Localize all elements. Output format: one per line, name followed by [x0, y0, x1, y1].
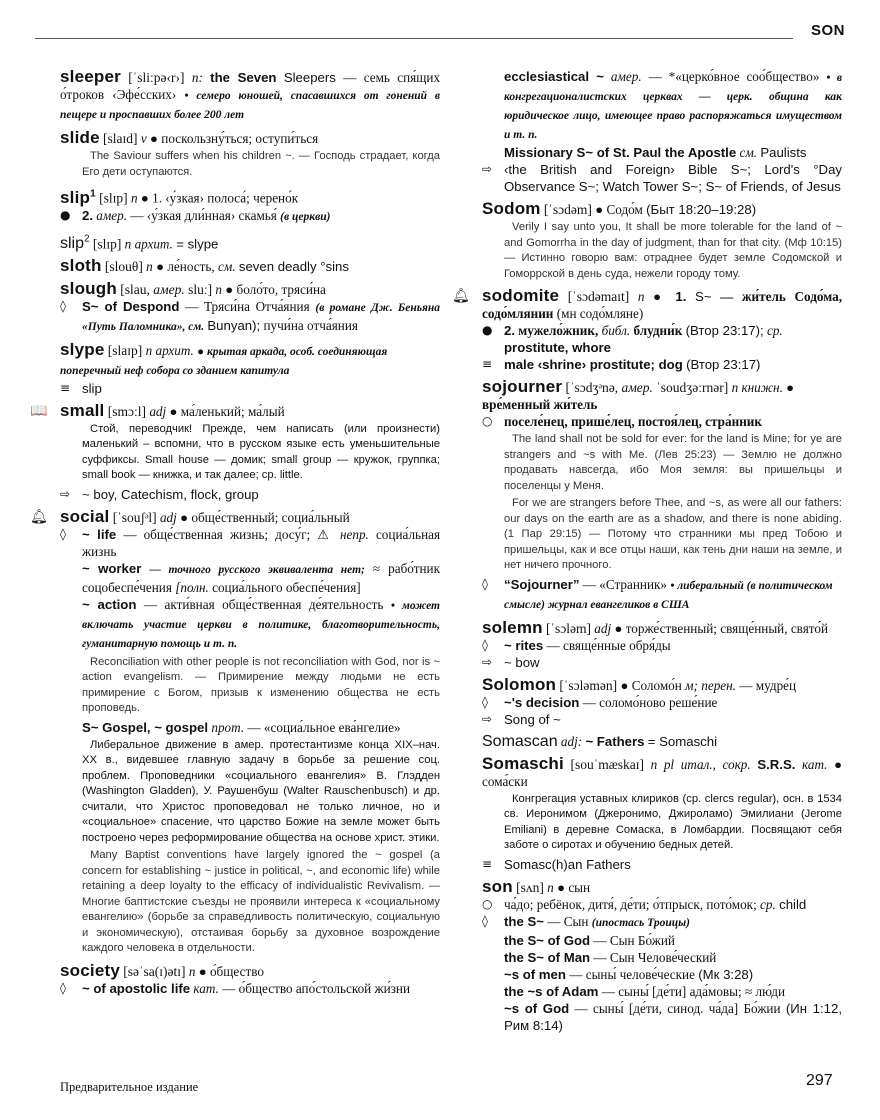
translation: ● поскользну́ться; оступи́ться	[150, 131, 319, 146]
example: Verily I say unto you, It shall be more tolerable for the land of ~ and Gomorrha in the day of judgment, than for that city. (Мф 10:15) — Истинно говорю вам: отраднее будет земле Содомской и Гоморрской в день суда, нежели городу тому.	[504, 221, 842, 280]
example: Many Baptist conventions have largely ignored the ~ gospel (a concern for establishing ~ justice in political, ~, and economic life) while retaining a deep loyalty to the efficacy of individualistic Revivalism. — Многие баптистские съезды не проявили интереса к «социальному евангелию» (борьбе за справедливость политическую, социальную и экономическую), отстаивая борьбу за духовное возрождение каждого человека в отдельности.	[82, 849, 440, 955]
translation: — семь спя́щих о́троков ‹Эфе́сских›	[60, 70, 441, 102]
pronunciation: [ˈsɔdəm]	[543, 202, 592, 217]
pronunciation: [slaɪd]	[103, 131, 138, 146]
note: ● крытая аркада, особ. соединяющая поперечный неф собора со зданием капитула	[60, 345, 388, 377]
grammar-label: n	[130, 190, 138, 206]
headword: social	[60, 506, 110, 526]
idiom-gospel: S~ Gospel, ~ gospel прот. — «социа́льное ева́нгелие»	[82, 719, 401, 735]
headword: sleeper	[60, 67, 121, 86]
cross-ref[interactable]: Paulists	[760, 145, 807, 160]
headword: sloth	[60, 255, 102, 275]
cross-ref[interactable]: child	[779, 896, 807, 912]
synonym-icon: ≡	[60, 380, 71, 395]
translation: ● Соломо́н	[620, 677, 682, 693]
entry-society-continued	[482, 68, 842, 195]
pronunciation: [ˈsɔləm]	[546, 620, 591, 636]
entry-sleeper	[60, 68, 440, 124]
see-also: ⇨ ‹the British and Foreign› Bible S~; Lord's °Day Observance S~; Watch Tower S~; S~ of Friends, of Jesus	[482, 162, 842, 194]
idiom: the S~ of God — Сын Бо́жий	[504, 932, 675, 948]
cross-ref[interactable]: = Somaschi	[647, 733, 718, 749]
synonym-icon: ≡	[482, 856, 493, 871]
entry-somaschi: Somaschi [souˈmæskaɪ] n pl итал., сокр. S.R.S. кат. ● сома́ски Конгрегация уставных клириков (ср. clercs regular), осн. в 1534 св. Иеронимом (Джеронимо, Джироламо) Эмилиани (Jerome Emiliani) в деревне Сомаска, в Ломбардии. Посвящают себя заботе о сиротах и обучению бедных детей. ≡ Somasc(h)an Fathers	[482, 753, 843, 872]
pronunciation: [ˈsouʃᵊl]	[112, 509, 157, 525]
diamond-icon: ◊	[60, 980, 66, 995]
idiom: ◊ ~ rites — свяще́нные обря́ды	[482, 637, 671, 653]
headword: sodomite	[482, 286, 560, 305]
pronunciation: [slouθ]	[104, 258, 143, 274]
pronunciation: [ˈsliːpə‹r›]	[128, 70, 185, 85]
headword: slide	[60, 128, 100, 147]
idiom: ~s of men — сыны́ челове́ческие (Мк 3:28)	[504, 966, 754, 982]
idiom: ◊ “Sojourner” — «Странник» • либеральный (в политическом смысле) журнал евангеликов в США	[482, 576, 833, 611]
entry-slough: slough [slau, амер. sluː] n ● боло́то, тряси́на ◊ S~ of Despond — Тряси́на Отча́яния (в романе Дж. Беньяна «Путь Паломника», см. Bunyan); пучи́на отча́яния	[60, 280, 440, 336]
idiom: the S~ of Man — Сын Челове́ческий	[504, 949, 717, 965]
entry-slip-1	[60, 185, 440, 226]
entry-son: son [sʌn] n ● сын ○ ча́до; ребёнок, дитя́, де́ти; о́тпрыск, пото́мок; ср. child ◊ the S~ — Сын (ипостась Троицы) the S~ of God — Сын Бо́жий the S~ of Man — Сын Челове́ческий ~s of men — сыны́ челове́ческие (Мк 3:28) the ~s of Adam — сыны́ [де́ти] ада́мовы; ≈ лю́ди ~s of God — сыны́ [де́ти, синод. ча́да] Бо́жии (Ин 1:12, Рим 8:14)	[482, 876, 842, 1033]
headword: slough	[60, 278, 117, 298]
headword: small	[60, 400, 105, 420]
headword: son	[482, 876, 513, 896]
translation: ● торже́ственный; свяще́нный, свято́й	[614, 620, 829, 636]
translation: ● обще́ственный; социа́льный	[180, 509, 350, 525]
bible-ref: (Быт 18:20–19:28)	[646, 202, 757, 217]
arrow-right-icon: ⇨	[482, 711, 493, 726]
pronunciation: [sʌn]	[516, 879, 544, 895]
phrase: the Seven	[210, 70, 277, 85]
bullet-icon: ●	[60, 207, 71, 222]
entry-slip-2	[60, 231, 440, 252]
translation: ● сома́ски	[482, 756, 843, 789]
pronunciation: [slau, амер. sluː]	[120, 281, 213, 297]
right-column	[452, 68, 843, 1039]
diamond-icon: ◊	[482, 576, 488, 591]
synonym: ≡ Somasc(h)an Fathers	[482, 856, 631, 872]
grammar-label: n архит.	[124, 235, 173, 251]
idiom: ◊ S~ of Despond — Тряси́на Отча́яния (в романе Дж. Беньяна «Путь Паломника», см. Bunyan); пучи́на отча́яния	[60, 298, 441, 333]
sense-2: ● 2. мужело́жник, библ. блудни́к (Втор 23:17); ср. prostitute, whore	[482, 323, 783, 355]
diamond-icon: ◊	[482, 694, 488, 709]
entry-solomon: Solomon [ˈsɔləmən] ● Соломо́н м; перен. — мудре́ц ◊ ~'s decision — соломо́ново реше́ние ⇨ Song of ~	[482, 676, 842, 728]
headword: slip$^2$	[60, 233, 90, 252]
entry-sojourner: sojourner [ˈsɔdʒᵊnə, амер. ˈsoudʒəːrnər] n книжн. ● вре́менный жи́тель ○ поселе́нец, прише́лец, постоя́лец, стра́нник The land shall not be sold for ever: for the land is Mine; for ye are strangers and ~s with Me. (Лев 25:23) — Землю не должно продавать навсегда, ибо Моя земля: вы пришельцы и поселенцы у Меня. For we are strangers before Thee, and ~s, as were all our fathers: our days on the earth are as a shadow, and there is none abiding. (1 Пар 29:15) — Потому что странники мы пред Тобою и пришельцы, как и все отцы наши, как тень дни наши на земле, и нет ничего прочного. ◊ “Sojourner” — «Странник» • либеральный (в политическом смысле) журнал евангеликов в США	[482, 378, 842, 614]
cross-ref[interactable]: seven deadly °sins	[238, 258, 349, 274]
translation: ● о́бщество	[198, 963, 264, 979]
see-also: ⇨ ~ bow	[482, 654, 540, 670]
warning-icon: ⚠	[317, 526, 333, 542]
idiom: ~s of God — сыны́ [де́ти, синод. ча́да] Бо́жии (Ин 1:12, Рим 8:14)	[504, 1000, 842, 1033]
example: The Saviour suffers when his children ~. — Господь страдает, когда Его дети оступаются.	[82, 150, 440, 178]
entry-sodomite: 🔔︎ sodomite [ˈsɔdəmaɪt] n ● 1. S~ — жи́тель Содо́ма, содо́млянин (мн содо́мляне) ● 2. мужело́жник, библ. блудни́к (Втор 23:17); ср. prostitute, whore ≡ male ‹shrine› prostitute; dog (Втор 23:17)	[452, 286, 842, 372]
translation: ● ма́ленький; ма́лый	[169, 403, 285, 419]
synonym: ≡ slip	[60, 380, 102, 396]
translation: ● ле́ность,	[156, 258, 215, 274]
see-also: ⇨ Song of ~	[482, 711, 561, 727]
cross-ref[interactable]: = slype	[176, 235, 219, 251]
headword: Sodom	[482, 199, 541, 218]
cross-ref[interactable]: prostitute, whore	[504, 340, 611, 355]
pronunciation: [ˈsɔləmən]	[559, 677, 618, 693]
circle-icon: ○	[482, 414, 493, 428]
diamond-icon: ◊	[482, 913, 488, 928]
grammar-label: n	[146, 258, 153, 274]
idiom-ecclesiastical: ecclesiastical ~ амер. — *«церко́вное соо́бщество» • в конгрегационалистских церквах — церк. община как юридическое лицо, имеющее право распоряжаться имуществом и т. п.	[504, 69, 842, 141]
translation: ● Содо́м	[595, 202, 643, 217]
encyclopedic-note: Либеральное движение в амер. протестантизме конца XIX–нач. XX в., видевшее главную задачу в борьбе за решение соц. проблем. Проповедники «социального евангелия» В. Глэдден (Washington Gladden), У. Раушенбуш (Walter Rauschenbusch) и др. считали, что Христос проповедовал не только личное, но и «социальное» спасение, что царство Божие на земле может быть построено через реформирование общества на основе христ. этики.	[82, 738, 440, 844]
see-also: ⇨ ~ boy, Catechism, flock, group	[60, 486, 259, 502]
edition-note: Предварительное издание	[60, 1080, 199, 1094]
pronunciation: [slɪp]	[92, 235, 122, 251]
idiom-missionary: Missionary S~ of St. Paul the Apostle см. Paulists	[504, 145, 807, 160]
bullet-icon: ●	[482, 323, 493, 337]
headword: solemn	[482, 617, 543, 637]
headword: Solomon	[482, 674, 557, 694]
left-column	[30, 67, 441, 1002]
cross-ref[interactable]: Bunyan);	[207, 317, 261, 333]
page-number: 297	[806, 1072, 833, 1089]
synonym: ≡ male ‹shrine› prostitute; dog (Втор 23:17)	[482, 357, 761, 372]
circle-icon: ○	[482, 896, 493, 911]
headword: Somaschi	[482, 753, 564, 773]
idiom-life: ◊ ~ life — обще́ственная жизнь; досу́г; ⚠ непр. социа́льная жизнь	[60, 526, 441, 559]
pronunciation: [smɔːl]	[107, 403, 147, 419]
example: The land shall not be sold for ever: for the land is Mine; for ye are strangers and ~s with Me. (Лев 25:23) — Землю не должно продавать навсегда, ибо Моя земля: вы пришельцы и поселенцы у Меня.	[504, 433, 842, 492]
running-head-word: SON	[810, 22, 845, 39]
idiom-worker: ~ worker — точного русского эквивалента нет; ≈ рабо́тник соцобеспе́чения [полн. социа́льного обеспе́чения]	[82, 560, 441, 595]
synonym-icon: ≡	[482, 357, 493, 371]
entry-somascan: Somascan adj: ~ Fathers = Somaschi	[482, 732, 718, 750]
encyclopedic-note: Конгрегация уставных клириков (ср. clercs regular), осн. в 1534 св. Иеронимом (Джеронимо, Джироламо) Эмилиани (Jerome Emiliani) в деревне Сомаска, в Ломбардии. Посвящают себя заботе о сиротах и обучению бедных детей.	[504, 792, 842, 851]
pronunciation: [ˈsɔdʒᵊnə, амер. ˈsoudʒəːrnər]	[565, 380, 729, 395]
headword: society	[60, 960, 120, 980]
arrow-right-icon: ⇨	[482, 162, 493, 176]
entry-slide	[60, 129, 440, 180]
pronunciation: [souˈmæskaɪ]	[570, 756, 645, 772]
sense-2: ● 2. амер. — ‹у́зкая дли́нная› скамья́ (в церкви)	[60, 207, 331, 223]
grammar-label: n:	[191, 70, 203, 85]
entry-sodom	[482, 200, 842, 282]
example: For we are strangers before Thee, and ~s, as were all our fathers: our days on the earth are as a shadow, and there is none abiding. (1 Пар 29:15) — Потому что странники мы пред Тобою и пришельцы, как и все отцы наши, как тень дни наши на земле, и нет ничего прочного.	[504, 497, 842, 571]
diamond-icon: ◊	[60, 526, 66, 541]
pronunciation: [ˈsɔdəmaɪt]	[567, 289, 630, 304]
entry-social: 🔔︎ social [ˈsouʃᵊl] adj ● обще́ственный; социа́льный ◊ ~ life — обще́ственная жизнь; досу́г; ⚠ непр. социа́льная жизнь ~ worker — точного русского эквивалента нет; ≈ рабо́тник соцобеспе́чения [полн. социа́льного обеспе́чения] ~ action — акти́вная обще́ственная де́ятельность • может включать участие церкви в политике, благотворительность, гуманитарную помощь и т. п. Reconciliation with other people is not reconciliation with God, nor is ~ action evangelism. — Примирение между людьми не есть примирение с Богом, призыв к изменению общества не есть проповедь. S~ Gospel, ~ gospel прот. — «социа́льное ева́нгелие» Либеральное движение в амер. протестантизме конца XIX–нач. XX в., видевшее главную задачу в борьбе за решение соц. проблем. Проповедники «социального евангелия» В. Глэдден (Washington Gladden), У. Раушенбуш (Walter Rauschenbusch) и др. считали, что Христос проповедовал не только личное, но и «социальное» спасение, что царство Божие на земле может быть построено через реформирование общества на основе христ. этики. Many Baptist conventions have largely ignored the ~ gospel (a concern for establishing ~ justice in political, ~, and economic life) while retaining a deep loyalty to the efficacy of individualistic Revivalism. — Многие баптистские съезды не проявили интереса к «социальному евангелию» (борьбе за справедливость политическую, социальную и экономическую), отстаивая борьбу за духовное возрождение каждого человека в отдельности.	[60, 508, 440, 957]
entry-society: society [səˈsa(ɪ)ətɪ] n ● о́бщество ◊ ~ of apostolic life кат. — о́бщество апо́стольской жи́зни	[60, 962, 440, 997]
idiom: ◊ ~ of apostolic life кат. — о́бщество апо́стольской жи́зни	[60, 980, 411, 996]
headword: sojourner	[482, 377, 563, 396]
headword: Somascan	[482, 732, 558, 750]
idiom: the ~s of Adam — сыны́ [де́ти] ада́мовы; ≈ лю́ди	[504, 983, 786, 999]
pronunciation: [slɪp]	[99, 190, 128, 206]
sense-1: ● 1. ‹у́зкая› полоса́; черено́к	[140, 190, 299, 206]
grammar-label: v	[140, 131, 147, 146]
diamond-icon: ◊	[60, 298, 66, 313]
phrase-cont: Sleepers	[283, 70, 336, 85]
arrow-right-icon: ⇨	[482, 654, 493, 669]
translation: ● вре́менный жи́тель	[482, 380, 795, 412]
headword: slype	[60, 339, 105, 359]
pronunciation: [səˈsa(ɪ)ətɪ]	[123, 963, 186, 979]
entry-small: 📖 small [smɔːl] adj ● ма́ленький; ма́лый Стой, переводчик! Прежде, чем написать (или произнести) маленький – вспомни, что в русском языке есть уменьшительные суффиксы. Small house — домик; small group — кружок, группка; small book — книжка, и так далее; ср. little. ⇨ ~ boy, Catechism, flock, group	[30, 400, 440, 502]
running-head	[35, 22, 845, 44]
pronunciation: [slaɪp]	[107, 342, 143, 358]
idiom: ◊ ~'s decision — соломо́ново реше́ние	[482, 694, 718, 710]
note: • семеро юношей, спасавшихся от гонений в пещере и проспавших более 200 лет	[60, 90, 441, 121]
translator-note: Стой, переводчик! Прежде, чем написать (или произнести) маленький – вспомни, что в русском языке есть уменьшительные суффиксы. Small house — домик; small group — кружок, группка; small book — книжка, и так далее; ср. little.	[82, 422, 440, 482]
arrow-right-icon: ⇨	[60, 486, 71, 501]
bell-icon: 🔔︎	[452, 288, 470, 304]
idiom: ◊ the S~ — Сын (ипостась Троицы)	[482, 913, 690, 929]
entry-slype: slype [slaɪp] n архит. ● крытая аркада, особ. соединяющая поперечный неф собора со зданием капитула ≡ slip	[60, 341, 440, 397]
bell-icon: 🔔︎	[30, 508, 48, 525]
translation: ● боло́то, тряси́на	[225, 281, 326, 297]
diamond-icon: ◊	[482, 637, 488, 652]
example: Reconciliation with other people is not reconciliation with God, nor is ~ action evangelism. — Примирение между людьми не есть примирение с Богом, призыв к изменению общества не есть проповедь.	[82, 655, 440, 715]
synonym: ○ поселе́нец, прише́лец, постоя́лец, стра́нник	[482, 414, 762, 429]
idiom-action: ~ action — акти́вная обще́ственная де́ятельность • может включать участие церкви в политике, благотворительность, гуманитарную помощь и т. п.	[82, 596, 440, 650]
entry-sloth: sloth [slouθ] n ● ле́ность, см. seven deadly °sins	[60, 255, 349, 275]
synonym: ○ ча́до; ребёнок, дитя́, де́ти; о́тпрыск, пото́мок; ср. child	[482, 896, 807, 912]
book-icon: 📖	[30, 402, 48, 419]
entry-solemn: solemn [ˈsɔləm] adj ● торже́ственный; свяще́нный, свято́й ◊ ~ rites — свяще́нные обря́ды ⇨ ~ bow	[482, 619, 842, 671]
header-rule	[35, 38, 793, 39]
translation: ● сын	[557, 879, 591, 895]
headword: slip$^1$	[60, 187, 96, 207]
